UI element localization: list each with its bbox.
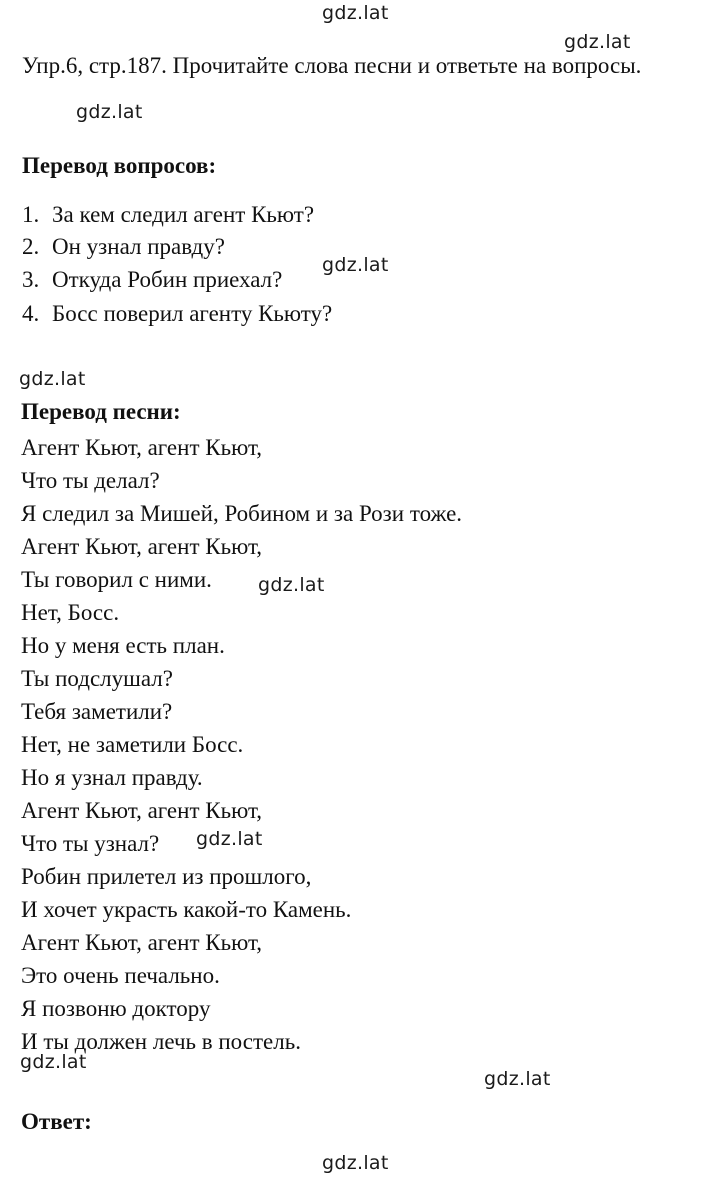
- watermark: gdz.lat: [20, 1051, 87, 1073]
- question-number: 1.: [22, 202, 40, 227]
- question-number: 4.: [22, 301, 40, 326]
- watermark: gdz.lat: [322, 2, 389, 24]
- song-line: И ты должен лечь в постель.: [21, 1029, 301, 1054]
- song-line: Агент Кьют, агент Кьют,: [21, 930, 263, 955]
- song-line: Агент Кьют, агент Кьют,: [21, 534, 263, 559]
- song-line: Я следил за Мишей, Робином и за Рози тоже.: [21, 501, 463, 526]
- question-text: Он узнал правду?: [52, 234, 225, 259]
- watermark: gdz.lat: [19, 368, 86, 390]
- song-line: И хочет украсть какой-то Камень.: [21, 897, 352, 922]
- watermark: gdz.lat: [564, 31, 631, 53]
- song-line: Я позвоню доктору: [21, 996, 211, 1021]
- question-item: [22, 300, 332, 328]
- exercise-header: Упр.6, стр.187. Прочитайте слова песни и ответьте на вопросы.: [22, 53, 642, 78]
- song-line: Но я узнал правду.: [21, 765, 203, 790]
- question-text: За кем следил агент Кьют?: [52, 202, 315, 227]
- question-number: 2.: [22, 234, 40, 259]
- question-item: [22, 266, 282, 294]
- watermark: gdz.lat: [484, 1068, 551, 1090]
- song-line: Что ты узнал?: [21, 831, 160, 856]
- questions-heading: Перевод вопросов:: [22, 153, 217, 178]
- watermark: gdz.lat: [322, 254, 389, 276]
- song-line: Агент Кьют, агент Кьют,: [21, 798, 263, 823]
- song-line: Тебя заметили?: [21, 699, 173, 724]
- question-item: [22, 201, 314, 229]
- song-line: Но у меня есть план.: [21, 633, 225, 658]
- question-text: Босс поверил агенту Кьюту?: [52, 301, 333, 326]
- watermark: gdz.lat: [258, 574, 325, 596]
- song-text: [21, 431, 462, 1058]
- watermark: gdz.lat: [196, 828, 263, 850]
- question-text: Откуда Робин приехал?: [52, 267, 283, 292]
- song-line: Ты говорил с ними.: [21, 567, 212, 592]
- watermark: gdz.lat: [322, 1152, 389, 1174]
- song-line: Нет, не заметили Босс.: [21, 732, 244, 757]
- watermark: gdz.lat: [76, 101, 143, 123]
- song-line: Ты подслушал?: [21, 666, 173, 691]
- song-line: Агент Кьют, агент Кьют,: [21, 435, 263, 460]
- song-heading: Перевод песни:: [21, 399, 181, 424]
- question-number: 3.: [22, 267, 40, 292]
- song-line: Это очень печально.: [21, 963, 220, 988]
- song-line: Нет, Босс.: [21, 600, 120, 625]
- answer-heading: Ответ:: [21, 1109, 92, 1134]
- song-line: Робин прилетел из прошлого,: [21, 864, 312, 889]
- question-item: [22, 233, 225, 261]
- song-line: Что ты делал?: [21, 468, 160, 493]
